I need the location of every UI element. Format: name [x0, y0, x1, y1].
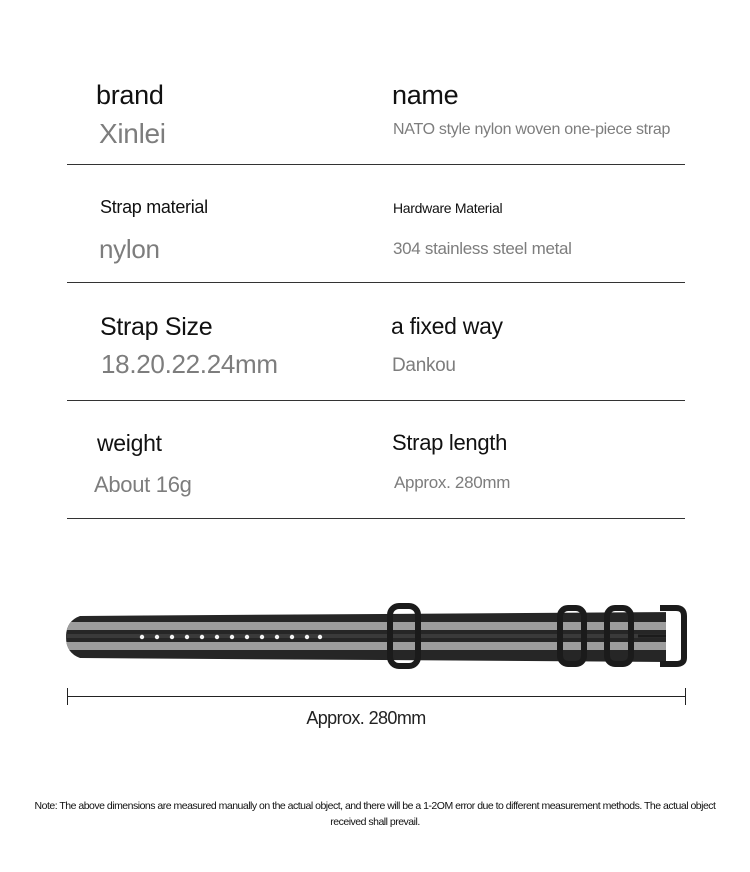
length-label: Approx. 280mm: [306, 708, 426, 728]
spec-cell-hardware-material: [392, 165, 692, 282]
length-dimension-line: [67, 688, 686, 706]
spec-row: [67, 165, 685, 283]
spec-label: a fixed way: [391, 313, 503, 339]
spec-table: [67, 60, 685, 519]
spec-value: Dankou: [392, 355, 456, 376]
spec-cell-strap-material: [67, 165, 367, 282]
spec-label: name: [392, 80, 459, 110]
spec-value: NATO style nylon woven one-piece strap: [393, 121, 671, 138]
strap-image: [62, 598, 692, 678]
dimension-line: [67, 696, 686, 697]
spec-value: 304 stainless steel metal: [393, 239, 572, 258]
nato-strap-illustration: [62, 598, 692, 678]
spec-value: About 16g: [94, 472, 192, 497]
spec-row: [67, 283, 685, 401]
spec-cell-name: [392, 60, 692, 164]
spec-cell-weight: [67, 401, 367, 518]
disclaimer-note: Note: The above dimensions are measured manually on the actual object, and there will be a 1-2OM error due to different measurement methods. The actual object received shall prevail.: [34, 800, 716, 828]
spec-row: [67, 401, 685, 519]
spec-label: weight: [97, 430, 162, 456]
spec-label: Hardware Material: [393, 200, 503, 216]
spec-cell-strap-length: [392, 401, 692, 518]
spec-value: nylon: [99, 234, 160, 264]
spec-label: brand: [96, 80, 164, 110]
spec-label: Strap length: [392, 430, 508, 455]
spec-cell-brand: [67, 60, 367, 164]
spec-value: Xinlei: [99, 118, 166, 149]
spec-label: Strap Size: [100, 313, 213, 341]
spec-cell-fixed-way: [392, 283, 692, 400]
dimension-tick-right: [685, 688, 686, 705]
spec-cell-strap-size: [67, 283, 367, 400]
spec-value: 18.20.22.24mm: [101, 349, 278, 379]
spec-value: Approx. 280mm: [394, 473, 511, 492]
spec-label: Strap material: [100, 197, 208, 217]
spec-row: [67, 60, 685, 165]
